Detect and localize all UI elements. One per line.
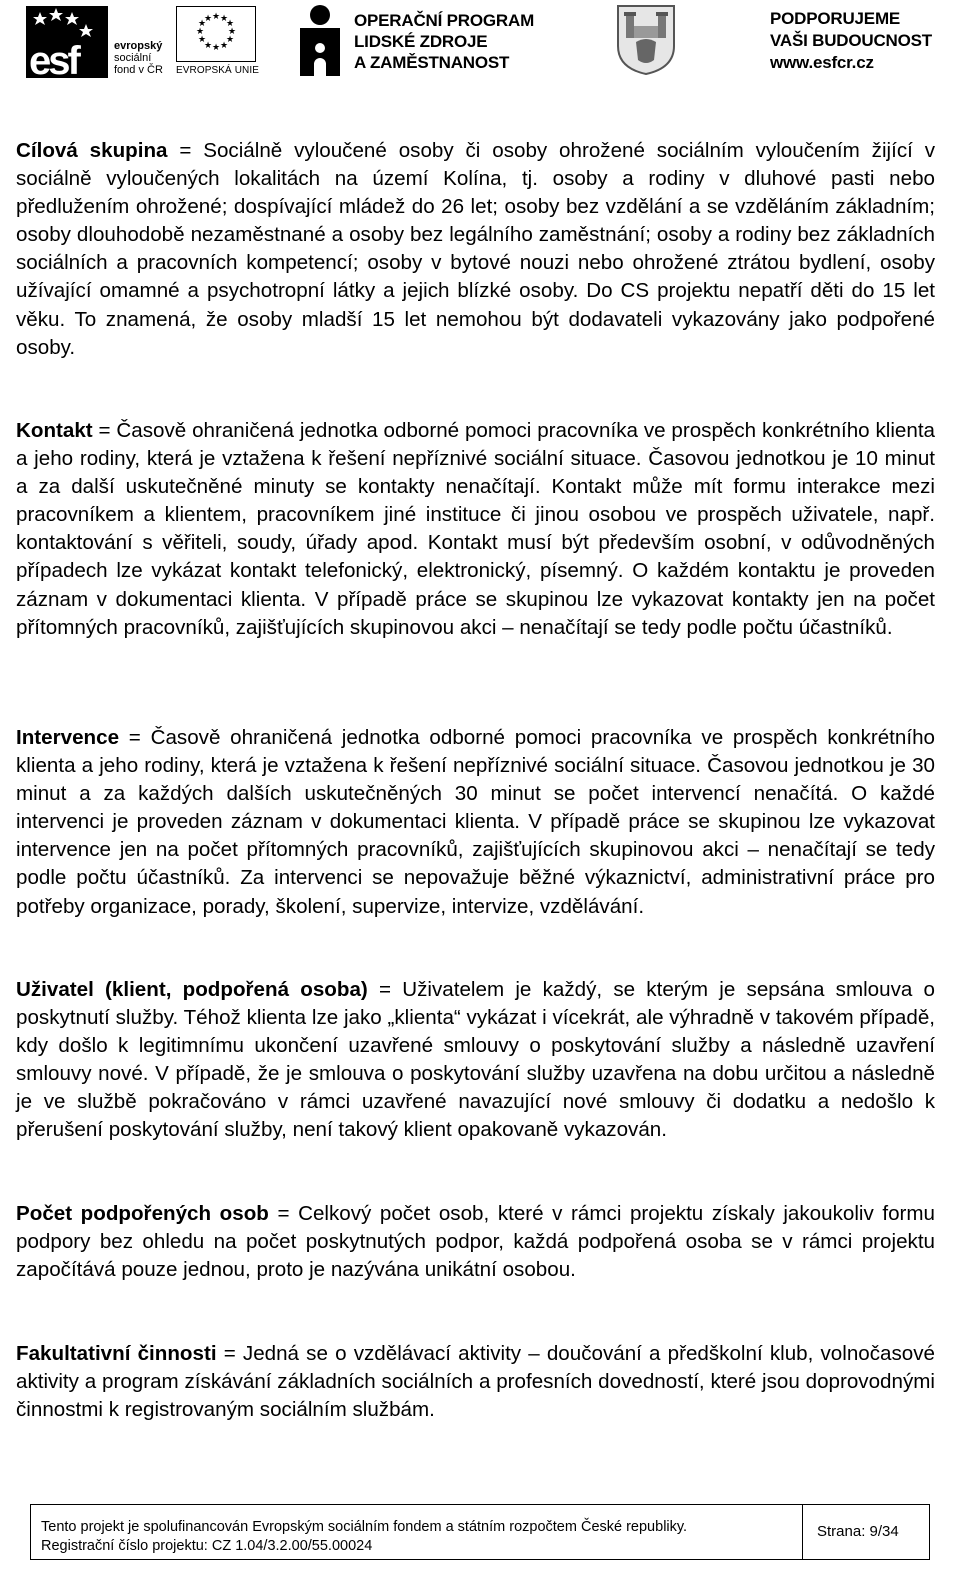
term-intervention: Intervence [16, 726, 120, 749]
footer-funding-note: Tento projekt je spolufinancován Evropským sociálním fondem a státním rozpočtem České republiky. [41, 1519, 688, 1535]
esf-line2: sociální [114, 52, 152, 64]
eu-caption: EVROPSKÁ UNIE [176, 65, 259, 76]
esf-line1: evropský [114, 40, 163, 52]
svg-text:★: ★ [197, 19, 207, 29]
definition-text: = Jedná se o vzdělávací aktivity – doučování a předškolní klub, volnočasové aktivity a program získávání základních sociálních a profesních dovedností, které jsou doprovodnými činnostmi k registrovaným sociálním službám. [16, 1342, 935, 1422]
definition-supported-count [16, 1200, 935, 1284]
eu-logo [176, 6, 258, 78]
svg-text:★: ★ [211, 43, 221, 53]
support-slogan [770, 8, 932, 74]
svg-text:esf: esf [29, 39, 78, 78]
svg-text:★: ★ [211, 12, 221, 22]
term-optional-activities: Fakultativní činnosti [16, 1342, 217, 1365]
svg-text:★: ★ [225, 19, 235, 29]
footer-registration-number: Registrační číslo projektu: CZ 1.04/3.2.00/55.00024 [41, 1538, 373, 1554]
svg-text:★: ★ [225, 35, 235, 45]
eu-flag-icon [176, 6, 256, 62]
term-target-group: Cílová skupina [16, 139, 168, 162]
logo-bar [0, 0, 960, 82]
op-line1: OPERAČNÍ PROGRAM [354, 11, 535, 30]
definition-optional-activities [16, 1340, 935, 1424]
op-logo [296, 4, 546, 78]
definition-intervention [16, 724, 935, 921]
svg-text:★: ★ [227, 27, 237, 37]
svg-text:★: ★ [219, 14, 229, 24]
definition-text: = Časově ohraničená jednotka odborné pomoci pracovníka ve prospěch konkrétního klienta a jeho rodiny, která je vztažena k řešení nepříznivé sociální situace. Časovou jednotkou je 10 minut a za další uskutečněné minuty se kontakty nenačítají. Kontakt může mít formu interakce mezi pracovníkem a klientem, pracovníkem jiné instituce či jinou osobou ve prospěch uživatele, např. kontaktování s věřiteli, soudy, úřady apod. Kontakt musí být především osobní, v odůvodněných případech lze vykázat kontakt telefonický, elektronický, písemný. O každém kontaktu je proveden záznam v dokumentaci klienta. V případě práce se skupinou lze vykazovat kontakty jen na počet přítomných pracovníků, zajišťujících skupinovou akci – nenačítají se tedy podle počtu účastníků. [16, 419, 935, 639]
definition-text: = Časově ohraničená jednotka odborné pomoci pracovníka ve prospěch konkrétního klienta a jeho rodiny, která je vztažena k řešení nepříznivé sociální situace. Časovou jednotkou je 30 minut a za každých dalších uskutečněných 30 minut se počet intervencí nenačítá. O každé intervenci je proveden záznam v dokumentaci klienta. V případě práce se skupinou lze vykazovat intervence jen na počet přítomných pracovníků, zajišťujících skupinovou akci – nenačítají se tedy podle počtu účastníků. Za intervenci se nepovažuje běžné výkaznictví, administrativní práce pro potřeby organizace, porady, školení, supervize, intervize, vzdělávání. [16, 726, 935, 918]
esf-logo [26, 6, 170, 78]
puzzle-person-icon [296, 4, 344, 76]
definition-text: = Celkový počet osob, které v rámci projektu získaly jakoukoliv formu podpory bez ohledu na počet poskytnutých podpor, každá podpořená osoba se v rámci projektu započítává pouze jednou, proto je nazývána unikátní osobou. [16, 1202, 935, 1282]
svg-text:★: ★ [195, 27, 205, 37]
page-footer [30, 1504, 930, 1560]
svg-text:★: ★ [197, 35, 207, 45]
svg-text:★: ★ [203, 14, 213, 24]
page-number: Strana: 9/34 [817, 1523, 899, 1540]
svg-text:★: ★ [203, 41, 213, 51]
city-crest-icon [614, 2, 678, 76]
support-url: www.esfcr.cz [770, 53, 874, 72]
support-line2: VAŠI BUDOUCNOST [770, 31, 932, 50]
term-user: Uživatel (klient, podpořená osoba) [16, 978, 368, 1001]
esf-line3: fond v ČR [114, 64, 163, 76]
definition-text: = Uživatelem je každý, se kterým je sepsána smlouva o poskytnutí služby. Téhož klienta lze jako „klienta“ vykázat i vícekrát, ale výhradně v takovém případě, kdy došlo k legitimnímu ukončení uzavřené smlouvy o poskytování služby a následně uzavření smlouvy nové. V případě, že je smlouva o poskytování služby uzavřena na dobu určitou a následně je ve službě pokračováno v rámci uzavřené navazující nové smlouvy či dodatku a nedošlo k přerušení poskytování služby, není takový klient opakovaně vykazován. [16, 978, 936, 1142]
term-supported-count: Počet podpořených osob [16, 1202, 269, 1225]
svg-text:★: ★ [219, 41, 229, 51]
term-contact: Kontakt [16, 419, 93, 442]
definition-target-group [16, 137, 935, 362]
definition-text: = Sociálně vyloučené osoby či osoby ohrožené sociálním vyloučením žijící v sociálně vyloučených lokalitách na území Kolína, tj. osoby a rodiny v dluhové pasti nebo předlužením ohrožené; dospívající mládež do 26 let; osoby bez vzdělání a se vzděláním základním; osoby dlouhodobě nezaměstnané a osoby bez legálního zaměstnání; osoby a rodiny bez základních sociálních a pracovních kompetencí; osoby v bytové nouzi nebo ohrožené ztrátou bydlení, osoby užívající omamné a psychotropní látky a jejich blízké osoby. Do CS projektu nepatří děti do 15 let věku. To znamená, že osoby mladší 15 let nemohou být dodavateli vykazovány jako podpořené osoby. [16, 139, 935, 359]
op-line2: LIDSKÉ ZDROJE [354, 32, 488, 51]
esf-mark-icon [26, 6, 108, 78]
definition-contact [16, 417, 935, 642]
op-text [354, 10, 534, 73]
op-line3: A ZAMĚSTNANOST [354, 53, 510, 72]
footer-notice [31, 1505, 803, 1559]
esf-text [114, 40, 163, 76]
definition-user [16, 976, 935, 1145]
support-line1: PODPORUJEME [770, 9, 901, 28]
